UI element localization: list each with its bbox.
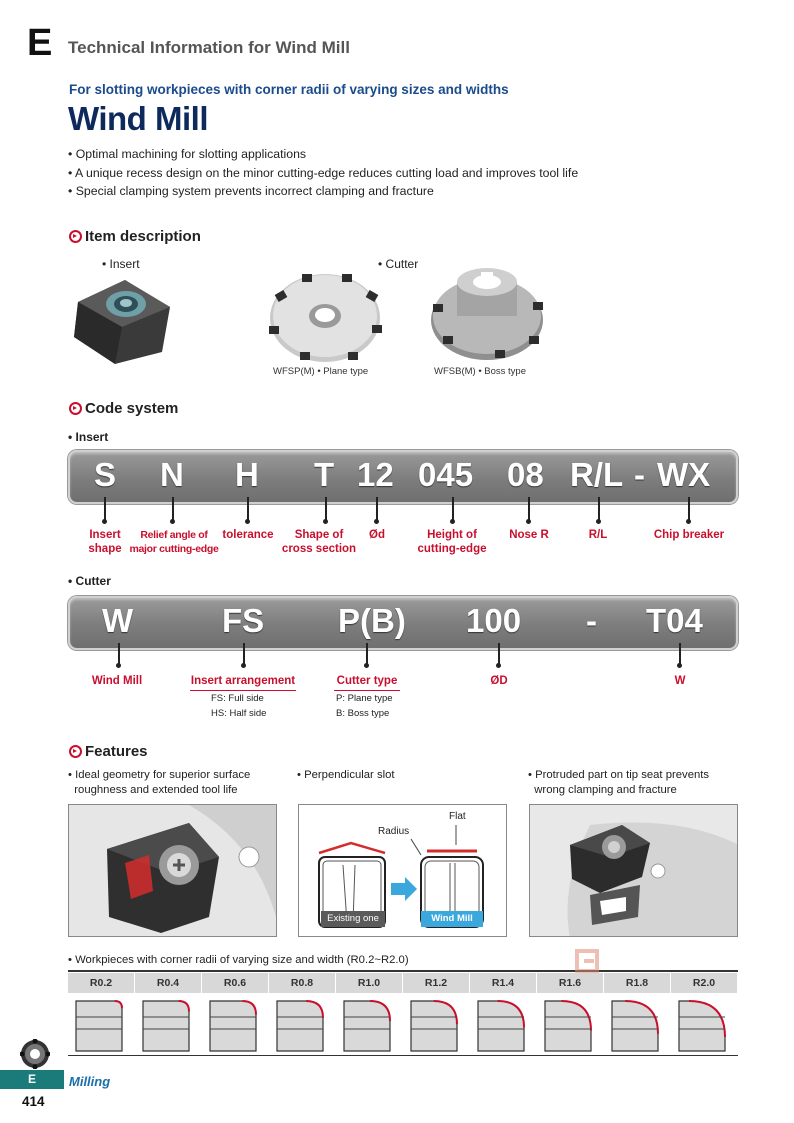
radius-profile (269, 993, 336, 1055)
code-system-heading (69, 400, 178, 417)
radius-header: R2.0 (671, 973, 738, 993)
feature-image-geometry (68, 804, 277, 937)
insert-code-char: 045 (418, 456, 474, 493)
radius-header: R1.0 (336, 973, 403, 993)
insert-label-nose-r: Nose R (509, 529, 549, 541)
arrangement-note: HS: Half side (211, 708, 267, 719)
cutter-label-arrangement: Insert arrangement (190, 674, 296, 691)
cutter-label: • Cutter (378, 257, 419, 271)
footer-label: Milling (69, 1074, 111, 1089)
page-number: 414 (22, 1094, 45, 1109)
bullet-item: • A unique recess design on the minor cutting-edge reduces cutting load and improves tool life (68, 165, 579, 180)
feature-text: • Protruded part on tip seat prevents wrong clamping and fracture (528, 769, 710, 796)
cutter-code-char: T04 (646, 602, 703, 639)
radius-profile (470, 993, 537, 1055)
insert-code-char: 12 (357, 456, 394, 493)
page-title: Wind Mill (68, 100, 209, 137)
bullet-item: • Optimal machining for slotting applications (68, 147, 307, 161)
insert-label-cross-section: Shape of cross section (281, 529, 357, 555)
radius-profile (336, 993, 403, 1055)
footer-section-tab: E (0, 1070, 64, 1089)
radius-profile (671, 993, 738, 1055)
type-note: B: Boss type (336, 708, 390, 719)
section-heading-text: Code system (85, 400, 179, 417)
section-letter: E (27, 22, 53, 64)
radius-header: R1.8 (604, 973, 671, 993)
insert-label-tolerance: tolerance (222, 529, 274, 541)
cutter-code-char: P(B) (338, 602, 406, 639)
radius-profile (403, 993, 470, 1055)
bullet-item: • Special clamping system prevents incorrect clamping and fracture (68, 184, 434, 198)
table-top-rule (68, 970, 738, 972)
watermark-logo (532, 948, 600, 974)
section-arrow-icon (69, 402, 82, 415)
insert-label-relief: Relief angle of major cutting-edge (129, 529, 219, 555)
section-heading-text: Features (85, 743, 148, 760)
insert-code-char: S (94, 456, 117, 493)
insert-code-char: R/L (570, 456, 624, 493)
radius-profile (135, 993, 202, 1055)
bullet-list (68, 145, 578, 201)
cutter-plane-caption: WFSP(M) • Plane type (273, 366, 369, 377)
radius-header: R0.4 (135, 973, 202, 993)
section-arrow-icon (69, 745, 82, 758)
radius-profile (68, 993, 135, 1055)
cutter-code-char: FS (222, 602, 265, 639)
insert-code-char: WX (657, 456, 711, 493)
windmill-badge: Wind Mill (421, 911, 483, 927)
radius-profile (537, 993, 604, 1055)
cutter-code-char: - (586, 602, 597, 639)
slot-diagram (298, 804, 507, 937)
cutter-label-width: W (674, 675, 686, 687)
cutter-plane-image (262, 270, 387, 370)
radius-header: R0.6 (202, 973, 269, 993)
cutter-label-type: Cutter type (334, 674, 400, 691)
features-heading (69, 743, 148, 760)
radius-label: Radius (378, 826, 410, 837)
cutter-label-windmill: Wind Mill (91, 675, 143, 687)
cutter-label-diameter: ØD (490, 675, 508, 687)
item-description-heading (69, 228, 201, 245)
insert-code-char: N (160, 456, 184, 493)
insert-code-subheading: • Insert (68, 430, 109, 444)
radius-header: R1.4 (470, 973, 537, 993)
insert-code-char: T (314, 456, 335, 493)
feature-image-tip-seat (529, 804, 738, 937)
type-note: P: Plane type (336, 693, 393, 704)
insert-image (70, 272, 175, 367)
feature-text: • Ideal geometry for superior surface roughness and extended tool life (68, 769, 251, 796)
radius-header: R0.8 (269, 973, 336, 993)
radius-header: R1.6 (537, 973, 604, 993)
cutter-code-char: 100 (466, 602, 522, 639)
table-bottom-rule (68, 1055, 738, 1056)
radius-header: R1.2 (403, 973, 470, 993)
insert-label-height: Height of cutting-edge (417, 529, 487, 555)
insert-code-char: 08 (507, 456, 544, 493)
insert-code-char: H (235, 456, 259, 493)
radius-header: R0.2 (68, 973, 135, 993)
workpieces-caption: • Workpieces with corner radii of varying size and width (R0.2~R2.0) (68, 954, 409, 966)
insert-label-shape: Insert shape (88, 529, 122, 555)
insert-code-char: - (634, 456, 645, 493)
subtitle: For slotting workpieces with corner radii of varying sizes and widths (69, 82, 509, 97)
arrangement-note: FS: Full side (211, 693, 264, 704)
section-arrow-icon (69, 230, 82, 243)
existing-badge: Existing one (321, 911, 385, 927)
insert-label-chip-breaker: Chip breaker (653, 529, 725, 541)
insert-label-rl: R/L (588, 529, 608, 541)
tool-logo-icon (20, 1039, 50, 1069)
radius-profile (202, 993, 269, 1055)
insert-label-diameter: Ød (369, 529, 385, 541)
cutter-code-subheading: • Cutter (68, 574, 111, 588)
cutter-boss-image (425, 264, 550, 364)
flat-label: Flat (449, 811, 466, 822)
radius-profile (604, 993, 671, 1055)
cutter-boss-caption: WFSB(M) • Boss type (434, 366, 527, 377)
section-heading-text: Item description (85, 228, 201, 245)
feature-text: • Perpendicular slot (297, 769, 395, 781)
insert-label: • Insert (102, 257, 140, 271)
cutter-code-char: W (102, 602, 134, 639)
page-header-title: Technical Information for Wind Mill (68, 38, 350, 57)
